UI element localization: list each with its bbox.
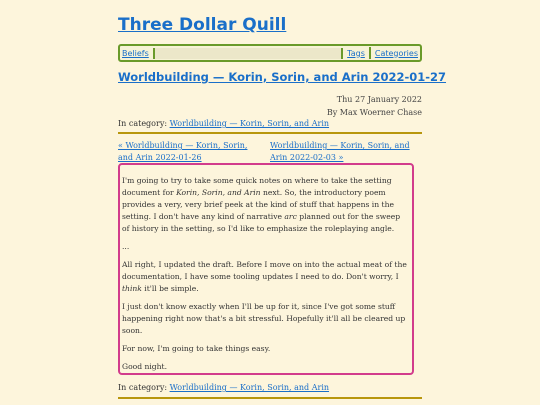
category-prefix: In category: <box>118 119 168 128</box>
category-line-bottom <box>118 383 329 392</box>
post-author: By Max Woerner Chase <box>326 108 422 117</box>
divider-top <box>118 132 422 134</box>
category-line-top <box>118 119 329 128</box>
paragraph-3: I just don't know exactly when I'll be up for it, since I've got some stuff happening right now that's a bit stressful. Hopefully it'll all be cleared up soon. <box>122 302 406 335</box>
category-prefix: In category: <box>118 383 168 392</box>
paragraph-2: All right, I updated the draft. Before I move on into the actual meat of the documentation, I have some tooling updates I need to do. Don't worry, I think it'll be simple. <box>122 260 407 293</box>
divider-bottom <box>118 397 422 399</box>
post-title-link[interactable]: Worldbuilding — Korin, Sorin, and Arin 2022-01-27 <box>118 70 447 84</box>
post-date: Thu 27 January 2022 <box>336 95 422 104</box>
site-title-link[interactable]: Three Dollar Quill <box>118 15 287 35</box>
next-post-link[interactable]: Worldbuilding — Korin, Sorin, and Arin 2022-02-03 » <box>270 141 410 162</box>
paragraph-1: I'm going to try to take some quick notes on where to take the setting document for Korin, Sorin, and Arin next. So, the introductory poem provides a very, very brief peek at the kind of stuff that happens in the setting. I don't have any kind of narrative arc planned out for the sweep of history in the setting, so I'd like to emphasize the roleplaying angle. <box>122 176 401 233</box>
nav-divider <box>369 47 371 59</box>
nav-tags-link[interactable]: Tags <box>347 48 365 58</box>
paragraph-5: Good night. <box>122 362 168 371</box>
nav-search-field[interactable] <box>153 48 343 59</box>
nav-beliefs-link[interactable]: Beliefs <box>122 48 149 58</box>
post-content <box>118 163 414 375</box>
category-link[interactable]: Worldbuilding — Korin, Sorin, and Arin <box>169 119 330 128</box>
paragraph-4: For now, I'm going to take things easy. <box>122 344 271 353</box>
nav-categories-link[interactable]: Categories <box>374 48 418 58</box>
category-link[interactable]: Worldbuilding — Korin, Sorin, and Arin <box>169 383 330 392</box>
prev-post-link[interactable]: « Worldbuilding — Korin, Sorin, and Arin 2022-01-26 <box>118 141 248 162</box>
ellipsis: ... <box>122 242 130 251</box>
navbar <box>118 44 422 62</box>
